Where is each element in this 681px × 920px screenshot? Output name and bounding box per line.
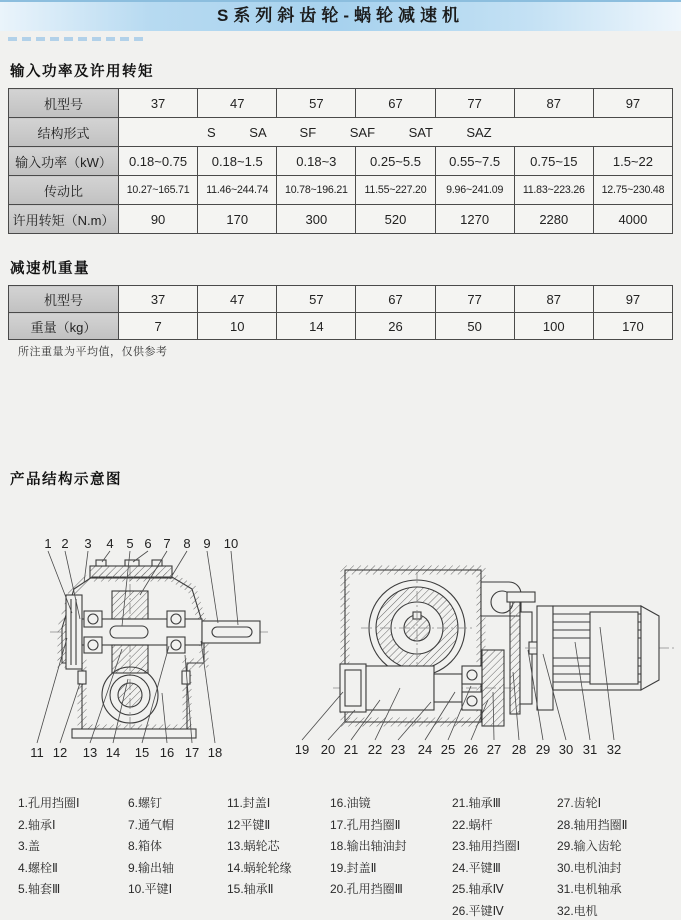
- part-item: 32.电机: [557, 903, 598, 918]
- callout-9: 9: [203, 536, 211, 551]
- table-cell: 87: [514, 89, 593, 118]
- callout-10: 10: [223, 536, 239, 551]
- part-item: 29.输入齿轮: [557, 839, 622, 854]
- callout-25: 25: [440, 742, 456, 757]
- part-item: 12平键Ⅱ: [227, 817, 271, 832]
- table-cell: 97: [593, 286, 672, 313]
- callout-12: 12: [52, 745, 68, 760]
- row-label: 传动比: [9, 176, 119, 205]
- right-callouts: [295, 742, 621, 757]
- table-cell: 170: [198, 205, 277, 234]
- weight-table: [8, 285, 673, 340]
- part-item: 11.封盖Ⅰ: [227, 796, 271, 810]
- callout-31: 31: [582, 742, 598, 757]
- table-cell: 10.27~165.71: [119, 176, 198, 205]
- part-item: 27.齿轮Ⅰ: [557, 796, 602, 810]
- callout-6: 6: [144, 536, 152, 551]
- callout-30: 30: [558, 742, 574, 757]
- table-cell: 11.83~223.26: [514, 176, 593, 205]
- table-row-model: [9, 89, 673, 118]
- callout-27: 27: [486, 742, 502, 757]
- table-cell: 0.25~5.5: [356, 147, 435, 176]
- part-item: 20.孔用挡圈Ⅲ: [330, 882, 403, 897]
- part-item: 19.封盖Ⅱ: [330, 860, 377, 875]
- table-row-power: [9, 147, 673, 176]
- table-row-structure: [9, 118, 673, 147]
- page-title: S系列斜齿轮-蜗轮减速机: [217, 6, 464, 25]
- callout-17: 17: [184, 745, 200, 760]
- row-label: 结构形式: [9, 118, 119, 147]
- motor-stator: [590, 612, 638, 684]
- callout-5: 5: [126, 536, 134, 551]
- table-cell: 14: [277, 313, 356, 340]
- row-label: 机型号: [9, 286, 119, 313]
- parts-list-column-3: [227, 793, 292, 901]
- parts-list-column-6: [557, 793, 628, 920]
- part-item: 25.轴承Ⅳ: [452, 882, 504, 897]
- table-cell: 37: [119, 89, 198, 118]
- lower-bore: [78, 667, 190, 723]
- table-cell: 77: [435, 286, 514, 313]
- left-bottom-callouts: [30, 745, 222, 760]
- callout-19: 19: [294, 742, 310, 757]
- table-cell: 67: [356, 286, 435, 313]
- table-cell: 1.5~22: [593, 147, 672, 176]
- table-cell: 0.18~0.75: [119, 147, 198, 176]
- row-label: 机型号: [9, 89, 119, 118]
- callout-16: 16: [159, 745, 175, 760]
- row-label: 重量（kg）: [9, 313, 119, 340]
- section-heading-power: 输入功率及许用转矩: [10, 64, 154, 80]
- table-cell: 300: [277, 205, 356, 234]
- callout-15: 15: [134, 745, 150, 760]
- callout-14: 14: [105, 745, 121, 760]
- part-item: 8.箱体: [128, 839, 163, 854]
- motor: [525, 606, 675, 710]
- callout-20: 20: [320, 742, 336, 757]
- table-cell: 11.55~227.20: [356, 176, 435, 205]
- table-row-torque: [9, 205, 673, 234]
- table-cell: 77: [435, 89, 514, 118]
- table-cell: 1270: [435, 205, 514, 234]
- parts-list-column-2: [128, 793, 174, 901]
- table-cell: 26: [356, 313, 435, 340]
- table-cell: 50: [435, 313, 514, 340]
- part-item: 9.输出轴: [128, 860, 175, 875]
- callout-1: 1: [44, 536, 52, 551]
- table-cell: 520: [356, 205, 435, 234]
- part-item: 23.轴用挡圈Ⅰ: [452, 839, 521, 854]
- table-cell: 47: [198, 286, 277, 313]
- table-row-ratio: [9, 176, 673, 205]
- table-cell: 47: [198, 89, 277, 118]
- table-cell: 0.55~7.5: [435, 147, 514, 176]
- table-cell: 100: [514, 313, 593, 340]
- table-cell: 67: [356, 89, 435, 118]
- table-cell: 97: [593, 89, 672, 118]
- part-item: 6.螺钉: [128, 796, 163, 810]
- table-cell: 0.18~3: [277, 147, 356, 176]
- table-cell: 0.18~1.5: [198, 147, 277, 176]
- part-item: 13.蜗轮芯: [227, 839, 280, 854]
- callout-13: 13: [82, 745, 98, 760]
- table-cell: 37: [119, 286, 198, 313]
- parts-list-column-4: [330, 793, 407, 901]
- part-item: 16.油镜: [330, 796, 371, 810]
- parts-list-column-1: [18, 793, 80, 901]
- part-item: 10.平键Ⅰ: [128, 882, 173, 897]
- left-seal-cap: [66, 595, 82, 669]
- callout-3: 3: [84, 536, 92, 551]
- table-cell: 90: [119, 205, 198, 234]
- table-cell: 10.78~196.21: [277, 176, 356, 205]
- callout-21: 21: [343, 742, 359, 757]
- table-cell: 4000: [593, 205, 672, 234]
- gearbox-motor-side-section-drawing: [285, 542, 681, 770]
- callout-32: 32: [606, 742, 622, 757]
- table-cell: 87: [514, 286, 593, 313]
- table-cell: 2280: [514, 205, 593, 234]
- gear-I: [482, 650, 504, 726]
- gearbox-front-section-drawing: [22, 533, 282, 768]
- table-cell: 12.75~230.48: [593, 176, 672, 205]
- power-torque-table: [8, 88, 673, 234]
- section-heading-weight: 减速机重量: [10, 261, 90, 277]
- part-item: 7.通气帽: [128, 817, 175, 832]
- part-item: 24.平键Ⅲ: [452, 860, 501, 875]
- callout-24: 24: [417, 742, 433, 757]
- callout-28: 28: [511, 742, 527, 757]
- part-item: 28.轴用挡圈Ⅱ: [557, 817, 628, 832]
- callout-11: 11: [30, 745, 44, 760]
- table-cell-structure-forms: S SA SF SAF SAT SAZ: [119, 118, 673, 147]
- callout-4: 4: [106, 536, 114, 551]
- callout-23: 23: [390, 742, 406, 757]
- part-item: 15.轴承Ⅱ: [227, 882, 274, 897]
- parts-list-column-5: [452, 793, 520, 920]
- motor-end-cap: [641, 606, 659, 690]
- table-cell: 11.46~244.74: [198, 176, 277, 205]
- part-item: 18.输出轴油封: [330, 839, 407, 854]
- part-item: 26.平键Ⅳ: [452, 903, 504, 918]
- weight-note: 所注重量为平均值，仅供参考: [18, 346, 168, 358]
- part-item: 5.轴套Ⅲ: [18, 882, 61, 897]
- part-item: 4.螺栓Ⅱ: [18, 860, 58, 875]
- table-cell: 57: [277, 286, 356, 313]
- section-heading-diagram: 产品结构示意图: [10, 472, 122, 488]
- callout-7: 7: [163, 536, 171, 551]
- left-top-callouts: [44, 536, 238, 551]
- callout-2: 2: [61, 536, 69, 551]
- callout-29: 29: [535, 742, 551, 757]
- title-bar: [0, 0, 681, 31]
- table-cell: 7: [119, 313, 198, 340]
- table-cell: 170: [593, 313, 672, 340]
- part-item: 30.电机油封: [557, 860, 622, 875]
- part-item: 22.蜗杆: [452, 817, 493, 832]
- table-cell: 0.75~15: [514, 147, 593, 176]
- watermark-dashes: [8, 37, 146, 41]
- table-cell: 10: [198, 313, 277, 340]
- callout-22: 22: [367, 742, 383, 757]
- part-item: 2.轴承Ⅰ: [18, 817, 56, 832]
- part-item: 3.盖: [18, 839, 41, 854]
- table-row-weight: [9, 313, 673, 340]
- table-cell: 9.96~241.09: [435, 176, 514, 205]
- part-item: 17.孔用挡圈Ⅱ: [330, 817, 401, 832]
- callout-26: 26: [463, 742, 479, 757]
- table-row-model: [9, 286, 673, 313]
- part-item: 21.轴承Ⅲ: [452, 796, 501, 810]
- row-label: 许用转矩（N.m）: [9, 205, 119, 234]
- table-cell: 57: [277, 89, 356, 118]
- row-label: 输入功率（kW）: [9, 147, 119, 176]
- part-item: 1.孔用挡圈Ⅰ: [18, 796, 80, 810]
- callout-18: 18: [207, 745, 223, 760]
- part-item: 14.蜗轮轮缘: [227, 860, 292, 875]
- callout-8: 8: [183, 536, 191, 551]
- part-item: 31.电机轴承: [557, 882, 622, 897]
